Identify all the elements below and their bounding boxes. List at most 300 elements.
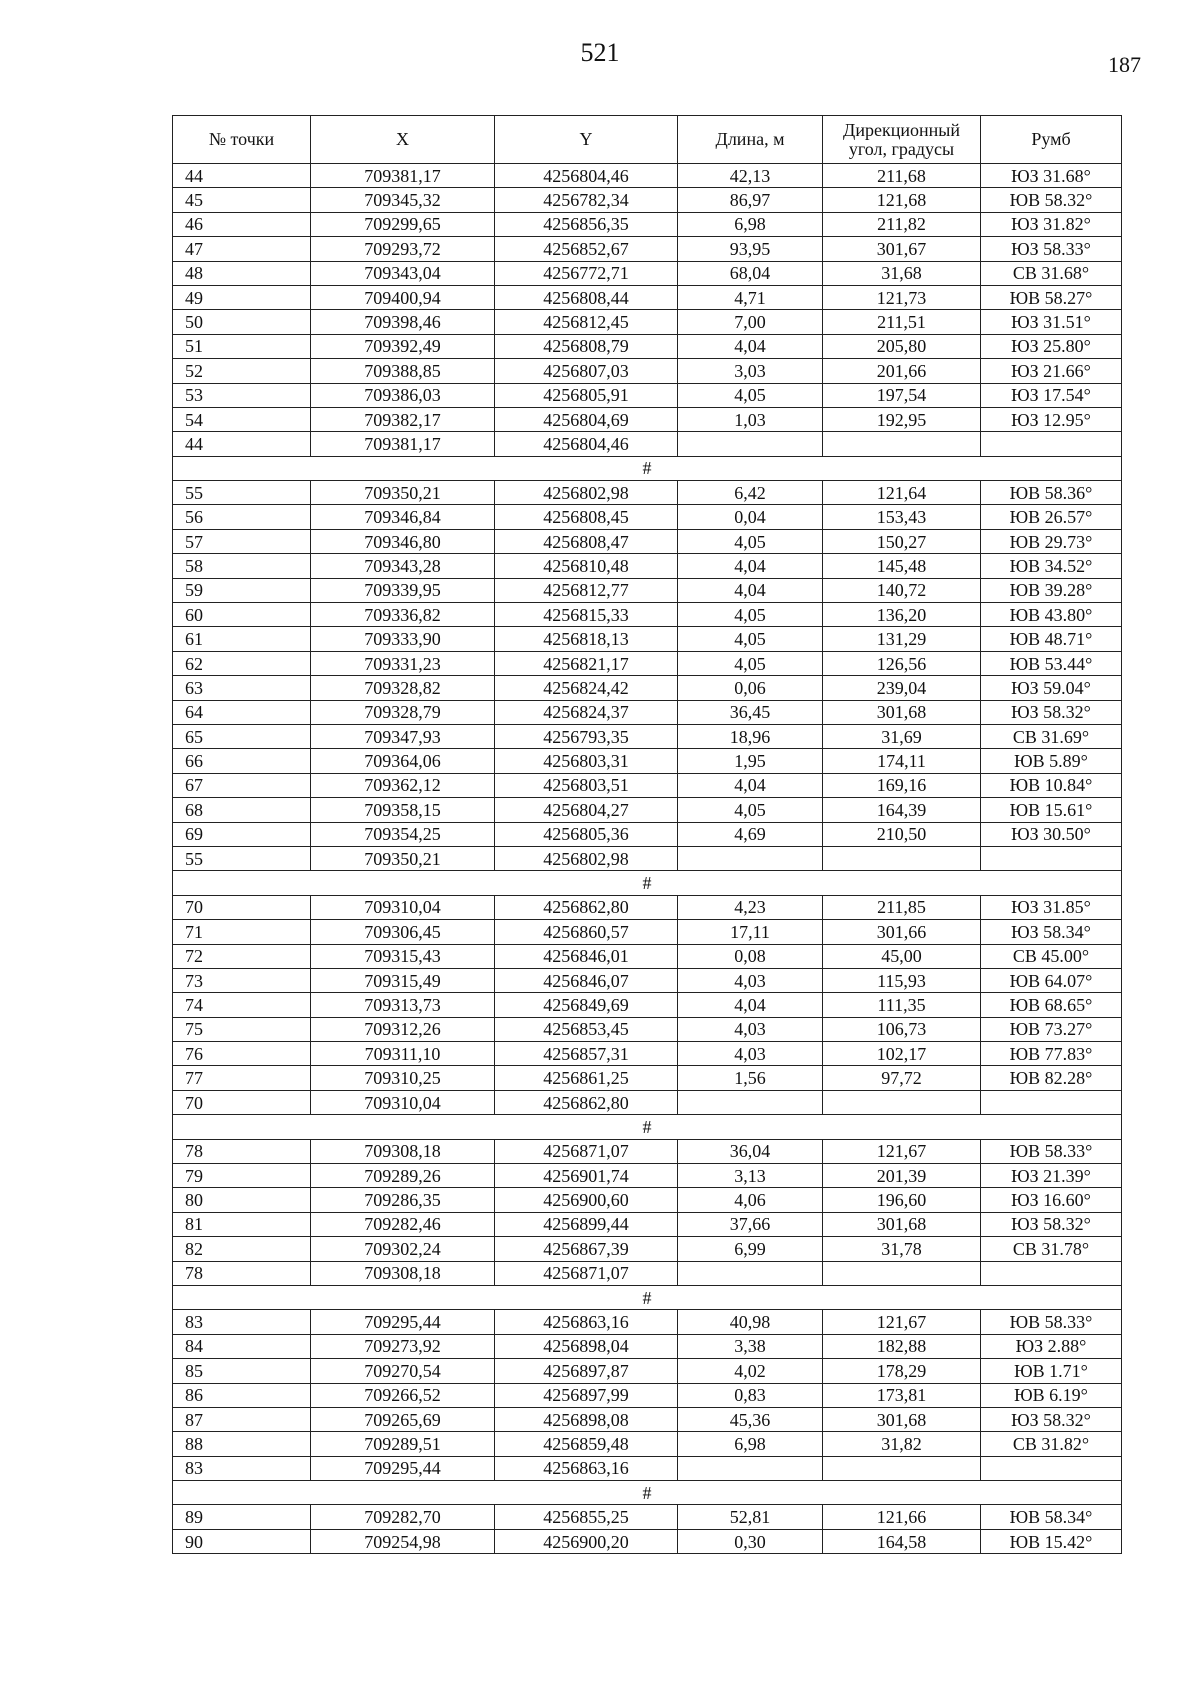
cell-x: 709386,03: [311, 383, 495, 407]
contour-separator: #: [173, 1115, 1122, 1139]
cell-rhumb: ЮЗ 21.66°: [981, 359, 1122, 383]
cell-rhumb: ЮВ 58.34°: [981, 1505, 1122, 1529]
cell-length: 36,45: [678, 700, 823, 724]
cell-rhumb: ЮВ 58.32°: [981, 188, 1122, 212]
cell-rhumb: СВ 31.78°: [981, 1237, 1122, 1261]
cell-point-number: 59: [173, 578, 311, 602]
cell-length: 45,36: [678, 1407, 823, 1431]
table-row: [173, 1334, 1122, 1358]
table-row: [173, 237, 1122, 261]
cell-x: 709333,90: [311, 627, 495, 651]
cell-point-number: 83: [173, 1310, 311, 1334]
cell-y: 4256812,45: [495, 310, 678, 334]
cell-direction-angle: 31,69: [823, 724, 981, 748]
cell-y: 4256857,31: [495, 1042, 678, 1066]
cell-point-number: 44: [173, 164, 311, 188]
cell-y: 4256898,08: [495, 1407, 678, 1431]
cell-rhumb: ЮЗ 2.88°: [981, 1334, 1122, 1358]
contour-separator: #: [173, 1285, 1122, 1309]
cell-length: 4,02: [678, 1359, 823, 1383]
cell-x: 709343,04: [311, 261, 495, 285]
table-row: [173, 529, 1122, 553]
cell-y: 4256802,98: [495, 846, 678, 870]
cell-length: 4,05: [678, 798, 823, 822]
table-row: [173, 1359, 1122, 1383]
table-row: [173, 383, 1122, 407]
cell-rhumb: ЮВ 48.71°: [981, 627, 1122, 651]
cell-y: 4256802,98: [495, 481, 678, 505]
cell-direction-angle: 31,82: [823, 1432, 981, 1456]
cell-y: 4256861,25: [495, 1066, 678, 1090]
cell-x: 709310,04: [311, 1090, 495, 1114]
cell-direction-angle: 205,80: [823, 334, 981, 358]
cell-point-number: 55: [173, 481, 311, 505]
cell-y: 4256793,35: [495, 724, 678, 748]
table-row: [173, 1164, 1122, 1188]
cell-length: 4,04: [678, 993, 823, 1017]
header-direction-angle: Дирекционный угол, градусы: [823, 116, 981, 164]
cell-direction-angle: 145,48: [823, 554, 981, 578]
cell-x: 709346,80: [311, 529, 495, 553]
table-row: [173, 1066, 1122, 1090]
header-length: Длина, м: [678, 116, 823, 164]
cell-direction-angle: 115,93: [823, 968, 981, 992]
cell-length: 0,08: [678, 944, 823, 968]
cell-length: 4,69: [678, 822, 823, 846]
cell-x: 709354,25: [311, 822, 495, 846]
cell-length: 4,05: [678, 383, 823, 407]
cell-rhumb: ЮЗ 58.34°: [981, 920, 1122, 944]
cell-point-number: 51: [173, 334, 311, 358]
table-row: [173, 578, 1122, 602]
table-row: [173, 968, 1122, 992]
cell-y: 4256782,34: [495, 188, 678, 212]
cell-direction-angle: 301,66: [823, 920, 981, 944]
cell-y: 4256856,35: [495, 212, 678, 236]
cell-point-number: 74: [173, 993, 311, 1017]
cell-direction-angle: 301,68: [823, 700, 981, 724]
cell-length: 0,04: [678, 505, 823, 529]
cell-point-number: 46: [173, 212, 311, 236]
cell-x: 709315,43: [311, 944, 495, 968]
cell-y: 4256804,46: [495, 164, 678, 188]
table-row: [173, 1139, 1122, 1163]
table-body: [173, 164, 1122, 1554]
cell-x: 709302,24: [311, 1237, 495, 1261]
cell-point-number: 58: [173, 554, 311, 578]
cell-rhumb: ЮВ 26.57°: [981, 505, 1122, 529]
page-number: 521: [580, 38, 620, 67]
cell-x: 709350,21: [311, 846, 495, 870]
cell-direction-angle: 211,51: [823, 310, 981, 334]
cell-rhumb: [981, 1261, 1122, 1285]
cell-point-number: 73: [173, 968, 311, 992]
cell-length: 4,23: [678, 895, 823, 919]
header-x: X: [311, 116, 495, 164]
cell-point-number: 65: [173, 724, 311, 748]
table-row: [173, 1261, 1122, 1285]
cell-rhumb: ЮВ 15.42°: [981, 1529, 1122, 1553]
cell-x: 709400,94: [311, 285, 495, 309]
table-row: [173, 1237, 1122, 1261]
cell-x: 709266,52: [311, 1383, 495, 1407]
cell-point-number: 69: [173, 822, 311, 846]
cell-point-number: 89: [173, 1505, 311, 1529]
cell-direction-angle: 121,67: [823, 1139, 981, 1163]
cell-point-number: 77: [173, 1066, 311, 1090]
cell-rhumb: ЮВ 43.80°: [981, 603, 1122, 627]
cell-direction-angle: 164,39: [823, 798, 981, 822]
cell-y: 4256849,69: [495, 993, 678, 1017]
cell-y: 4256810,48: [495, 554, 678, 578]
table-row: [173, 724, 1122, 748]
cell-x: 709388,85: [311, 359, 495, 383]
cell-rhumb: ЮЗ 31.51°: [981, 310, 1122, 334]
cell-y: 4256860,57: [495, 920, 678, 944]
cell-y: 4256815,33: [495, 603, 678, 627]
cell-y: 4256803,31: [495, 749, 678, 773]
cell-length: 17,11: [678, 920, 823, 944]
cell-point-number: 66: [173, 749, 311, 773]
cell-y: 4256821,17: [495, 651, 678, 675]
cell-x: 709308,18: [311, 1261, 495, 1285]
cell-point-number: 86: [173, 1383, 311, 1407]
separator-row: [173, 1481, 1122, 1505]
cell-y: 4256772,71: [495, 261, 678, 285]
cell-length: 4,05: [678, 651, 823, 675]
cell-y: 4256898,04: [495, 1334, 678, 1358]
cell-x: 709282,46: [311, 1212, 495, 1236]
cell-point-number: 71: [173, 920, 311, 944]
cell-y: 4256808,45: [495, 505, 678, 529]
document-page-number: 187: [1108, 52, 1141, 77]
cell-y: 4256867,39: [495, 1237, 678, 1261]
cell-point-number: 87: [173, 1407, 311, 1431]
cell-length: 4,06: [678, 1188, 823, 1212]
cell-rhumb: ЮЗ 30.50°: [981, 822, 1122, 846]
cell-length: 37,66: [678, 1212, 823, 1236]
cell-direction-angle: 182,88: [823, 1334, 981, 1358]
cell-y: 4256803,51: [495, 773, 678, 797]
cell-x: 709328,79: [311, 700, 495, 724]
cell-rhumb: [981, 846, 1122, 870]
cell-length: [678, 846, 823, 870]
cell-direction-angle: 150,27: [823, 529, 981, 553]
table-row: [173, 1456, 1122, 1480]
cell-point-number: 44: [173, 432, 311, 456]
table-row: [173, 1212, 1122, 1236]
cell-length: 4,71: [678, 285, 823, 309]
table-row: [173, 676, 1122, 700]
cell-length: 4,03: [678, 1042, 823, 1066]
cell-length: 40,98: [678, 1310, 823, 1334]
cell-direction-angle: 121,68: [823, 188, 981, 212]
cell-direction-angle: 102,17: [823, 1042, 981, 1066]
cell-point-number: 78: [173, 1139, 311, 1163]
cell-rhumb: ЮЗ 58.32°: [981, 700, 1122, 724]
cell-rhumb: СВ 31.69°: [981, 724, 1122, 748]
cell-length: 6,98: [678, 212, 823, 236]
cell-rhumb: ЮЗ 58.33°: [981, 237, 1122, 261]
table-row: [173, 846, 1122, 870]
cell-rhumb: [981, 1456, 1122, 1480]
cell-rhumb: [981, 432, 1122, 456]
cell-y: 4256852,67: [495, 237, 678, 261]
cell-rhumb: ЮВ 29.73°: [981, 529, 1122, 553]
cell-y: 4256900,60: [495, 1188, 678, 1212]
cell-rhumb: ЮЗ 21.39°: [981, 1164, 1122, 1188]
cell-rhumb: ЮЗ 59.04°: [981, 676, 1122, 700]
cell-rhumb: ЮВ 1.71°: [981, 1359, 1122, 1383]
cell-y: 4256899,44: [495, 1212, 678, 1236]
cell-length: 52,81: [678, 1505, 823, 1529]
cell-x: 709346,84: [311, 505, 495, 529]
cell-direction-angle: 178,29: [823, 1359, 981, 1383]
cell-x: 709392,49: [311, 334, 495, 358]
cell-x: 709311,10: [311, 1042, 495, 1066]
cell-point-number: 83: [173, 1456, 311, 1480]
cell-point-number: 84: [173, 1334, 311, 1358]
cell-length: 1,95: [678, 749, 823, 773]
cell-point-number: 64: [173, 700, 311, 724]
table-row: [173, 1407, 1122, 1431]
cell-x: 709295,44: [311, 1456, 495, 1480]
cell-rhumb: [981, 1090, 1122, 1114]
cell-direction-angle: 211,82: [823, 212, 981, 236]
table-row: [173, 505, 1122, 529]
cell-length: 6,98: [678, 1432, 823, 1456]
cell-point-number: 49: [173, 285, 311, 309]
cell-direction-angle: 201,39: [823, 1164, 981, 1188]
cell-y: 4256805,36: [495, 822, 678, 846]
header-y: Y: [495, 116, 678, 164]
cell-x: 709382,17: [311, 407, 495, 431]
cell-x: 709313,73: [311, 993, 495, 1017]
contour-separator: #: [173, 871, 1122, 895]
cell-x: 709293,72: [311, 237, 495, 261]
header-rhumb: Румб: [981, 116, 1122, 164]
table-row: [173, 993, 1122, 1017]
cell-y: 4256863,16: [495, 1456, 678, 1480]
cell-point-number: 56: [173, 505, 311, 529]
table-header-row: [173, 116, 1122, 164]
cell-direction-angle: 111,35: [823, 993, 981, 1017]
cell-direction-angle: 136,20: [823, 603, 981, 627]
separator-row: [173, 1285, 1122, 1309]
cell-x: 709381,17: [311, 432, 495, 456]
cell-rhumb: СВ 31.82°: [981, 1432, 1122, 1456]
cell-direction-angle: 197,54: [823, 383, 981, 407]
cell-rhumb: ЮВ 34.52°: [981, 554, 1122, 578]
cell-direction-angle: 210,50: [823, 822, 981, 846]
cell-direction-angle: 131,29: [823, 627, 981, 651]
cell-point-number: 62: [173, 651, 311, 675]
cell-x: 709312,26: [311, 1017, 495, 1041]
cell-y: 4256804,46: [495, 432, 678, 456]
cell-direction-angle: 192,95: [823, 407, 981, 431]
cell-length: 36,04: [678, 1139, 823, 1163]
cell-rhumb: ЮВ 82.28°: [981, 1066, 1122, 1090]
cell-length: 4,05: [678, 529, 823, 553]
cell-direction-angle: [823, 846, 981, 870]
cell-x: 709347,93: [311, 724, 495, 748]
cell-x: 709289,26: [311, 1164, 495, 1188]
cell-length: [678, 432, 823, 456]
cell-y: 4256862,80: [495, 1090, 678, 1114]
cell-y: 4256804,69: [495, 407, 678, 431]
cell-rhumb: ЮВ 53.44°: [981, 651, 1122, 675]
cell-length: 42,13: [678, 164, 823, 188]
cell-point-number: 75: [173, 1017, 311, 1041]
cell-direction-angle: 201,66: [823, 359, 981, 383]
table-row: [173, 1505, 1122, 1529]
cell-rhumb: ЮЗ 58.32°: [981, 1212, 1122, 1236]
cell-length: 4,05: [678, 603, 823, 627]
cell-length: 3,03: [678, 359, 823, 383]
cell-length: 0,83: [678, 1383, 823, 1407]
table-row: [173, 798, 1122, 822]
cell-rhumb: ЮЗ 31.82°: [981, 212, 1122, 236]
table-row: [173, 1529, 1122, 1553]
table-row: [173, 603, 1122, 627]
cell-length: 68,04: [678, 261, 823, 285]
cell-y: 4256812,77: [495, 578, 678, 602]
cell-x: 709336,82: [311, 603, 495, 627]
cell-x: 709254,98: [311, 1529, 495, 1553]
cell-direction-angle: 301,67: [823, 237, 981, 261]
cell-direction-angle: [823, 1090, 981, 1114]
cell-point-number: 67: [173, 773, 311, 797]
cell-point-number: 72: [173, 944, 311, 968]
cell-point-number: 82: [173, 1237, 311, 1261]
cell-point-number: 90: [173, 1529, 311, 1553]
separator-row: [173, 456, 1122, 480]
table-row: [173, 700, 1122, 724]
separator-row: [173, 1115, 1122, 1139]
cell-direction-angle: 45,00: [823, 944, 981, 968]
cell-y: 4256846,07: [495, 968, 678, 992]
cell-direction-angle: [823, 1261, 981, 1285]
cell-point-number: 53: [173, 383, 311, 407]
table-row: [173, 1383, 1122, 1407]
table-row: [173, 285, 1122, 309]
table-row: [173, 164, 1122, 188]
table-row: [173, 1042, 1122, 1066]
cell-rhumb: ЮВ 58.36°: [981, 481, 1122, 505]
cell-x: 709350,21: [311, 481, 495, 505]
table-row: [173, 822, 1122, 846]
cell-direction-angle: [823, 432, 981, 456]
cell-rhumb: ЮЗ 31.68°: [981, 164, 1122, 188]
cell-length: 6,42: [678, 481, 823, 505]
cell-x: 709310,25: [311, 1066, 495, 1090]
cell-rhumb: ЮВ 58.33°: [981, 1139, 1122, 1163]
cell-x: 709358,15: [311, 798, 495, 822]
cell-length: 18,96: [678, 724, 823, 748]
coordinates-table: [172, 115, 1122, 1554]
table-row: [173, 310, 1122, 334]
cell-length: 0,30: [678, 1529, 823, 1553]
cell-point-number: 48: [173, 261, 311, 285]
cell-y: 4256855,25: [495, 1505, 678, 1529]
cell-length: 86,97: [678, 188, 823, 212]
cell-x: 709362,12: [311, 773, 495, 797]
cell-direction-angle: 140,72: [823, 578, 981, 602]
table-row: [173, 432, 1122, 456]
cell-x: 709295,44: [311, 1310, 495, 1334]
cell-length: 3,38: [678, 1334, 823, 1358]
cell-length: 4,03: [678, 968, 823, 992]
cell-x: 709273,92: [311, 1334, 495, 1358]
cell-point-number: 45: [173, 188, 311, 212]
cell-x: 709339,95: [311, 578, 495, 602]
cell-point-number: 70: [173, 1090, 311, 1114]
cell-rhumb: ЮВ 39.28°: [981, 578, 1122, 602]
table-row: [173, 920, 1122, 944]
table-row: [173, 944, 1122, 968]
table-row: [173, 554, 1122, 578]
cell-length: 0,06: [678, 676, 823, 700]
cell-rhumb: ЮВ 77.83°: [981, 1042, 1122, 1066]
cell-length: [678, 1090, 823, 1114]
cell-point-number: 63: [173, 676, 311, 700]
cell-y: 4256818,13: [495, 627, 678, 651]
cell-direction-angle: 239,04: [823, 676, 981, 700]
cell-rhumb: ЮЗ 31.85°: [981, 895, 1122, 919]
table-row: [173, 407, 1122, 431]
cell-x: 709381,17: [311, 164, 495, 188]
cell-point-number: 78: [173, 1261, 311, 1285]
cell-length: 4,04: [678, 578, 823, 602]
cell-y: 4256871,07: [495, 1139, 678, 1163]
cell-rhumb: ЮВ 15.61°: [981, 798, 1122, 822]
cell-rhumb: ЮВ 64.07°: [981, 968, 1122, 992]
cell-direction-angle: 211,68: [823, 164, 981, 188]
cell-rhumb: ЮЗ 12.95°: [981, 407, 1122, 431]
cell-point-number: 79: [173, 1164, 311, 1188]
cell-y: 4256863,16: [495, 1310, 678, 1334]
cell-point-number: 50: [173, 310, 311, 334]
cell-length: 6,99: [678, 1237, 823, 1261]
cell-direction-angle: 173,81: [823, 1383, 981, 1407]
cell-x: 709289,51: [311, 1432, 495, 1456]
cell-y: 4256824,42: [495, 676, 678, 700]
cell-length: 3,13: [678, 1164, 823, 1188]
cell-y: 4256805,91: [495, 383, 678, 407]
cell-rhumb: СВ 31.68°: [981, 261, 1122, 285]
cell-length: 1,03: [678, 407, 823, 431]
table-row: [173, 1090, 1122, 1114]
cell-rhumb: ЮВ 73.27°: [981, 1017, 1122, 1041]
cell-direction-angle: 106,73: [823, 1017, 981, 1041]
cell-direction-angle: 153,43: [823, 505, 981, 529]
cell-y: 4256871,07: [495, 1261, 678, 1285]
cell-x: 709364,06: [311, 749, 495, 773]
cell-point-number: 47: [173, 237, 311, 261]
cell-rhumb: ЮВ 10.84°: [981, 773, 1122, 797]
cell-direction-angle: 196,60: [823, 1188, 981, 1212]
cell-rhumb: ЮВ 58.33°: [981, 1310, 1122, 1334]
cell-x: 709270,54: [311, 1359, 495, 1383]
cell-direction-angle: 121,66: [823, 1505, 981, 1529]
table-row: [173, 261, 1122, 285]
cell-direction-angle: 121,67: [823, 1310, 981, 1334]
cell-point-number: 76: [173, 1042, 311, 1066]
table-row: [173, 1432, 1122, 1456]
cell-y: 4256807,03: [495, 359, 678, 383]
table-row: [173, 359, 1122, 383]
cell-length: [678, 1261, 823, 1285]
